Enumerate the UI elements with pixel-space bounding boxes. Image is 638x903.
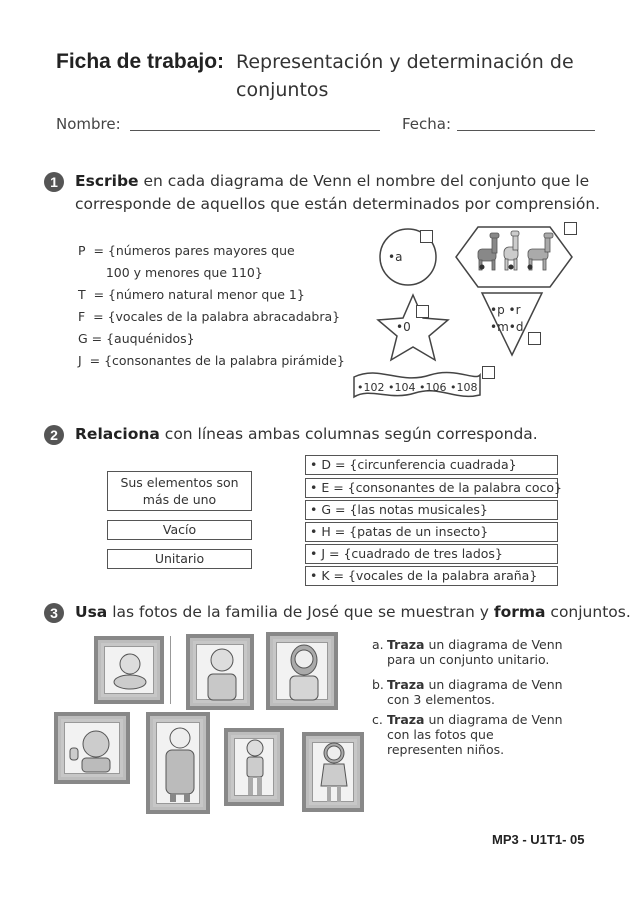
date-field[interactable] <box>457 130 595 131</box>
worksheet-label: Ficha de trabajo: <box>56 50 225 73</box>
triangle-element-label: m <box>497 320 509 334</box>
triangle-element-label: p <box>497 303 505 317</box>
task-a-verb: Traza <box>387 637 425 652</box>
right-option-h[interactable]: • H = {patas de un insecto} <box>305 522 558 542</box>
left-option-empty[interactable]: Vacío <box>107 520 252 540</box>
triangle-element-label: d <box>515 320 524 334</box>
question-1-badge <box>44 172 64 192</box>
boy-icon <box>240 738 270 800</box>
photo-grandmother[interactable] <box>146 712 210 814</box>
question-3-text2: conjuntos. <box>545 603 631 621</box>
task-b-letter: b. <box>372 677 384 692</box>
venn-star <box>378 295 448 360</box>
photo-father[interactable] <box>186 634 254 710</box>
triangle-answer-box[interactable] <box>528 332 541 345</box>
task-a-line1: un diagrama de Venn <box>424 637 563 652</box>
question-1-text: en cada diagrama de Venn el nombre del conjunto que le <box>138 172 590 190</box>
star-answer-box[interactable] <box>416 305 429 318</box>
question-2-instruction <box>75 423 538 446</box>
question-1-number: 1 <box>50 174 58 190</box>
set-definition: T = {número natural menor que 1} <box>78 287 305 302</box>
question-1-text-line2: corresponde de aquellos que están determinados por comprensión. <box>75 195 601 213</box>
question-3-badge <box>44 603 64 623</box>
right-option-d[interactable]: • D = {circunferencia cuadrada} <box>305 455 558 475</box>
venn-diagrams <box>340 215 590 400</box>
left-option-many[interactable] <box>107 471 252 511</box>
task-a <box>372 637 602 667</box>
grandfather-icon <box>68 724 118 774</box>
banner-element-label: 104 <box>394 381 416 394</box>
task-c-line3: representen niños. <box>387 742 505 757</box>
worksheet-title-line2: conjuntos <box>236 79 329 101</box>
name-field[interactable] <box>130 130 380 131</box>
left-option-many-line2: más de uno <box>142 492 217 507</box>
father-icon <box>200 644 244 702</box>
triangle-elements-row2: •m•d <box>490 320 524 334</box>
task-c-letter: c. <box>372 712 383 727</box>
star-element-label: 0 <box>403 320 411 334</box>
triangle-elements-row1: •p •r <box>490 303 521 317</box>
set-definition: J = {consonantes de la palabra pirámide} <box>78 353 345 368</box>
banner-element-label: 106 <box>425 381 447 394</box>
question-2-verb: Relaciona <box>75 425 160 443</box>
name-label: Nombre: <box>56 115 121 133</box>
task-c-line1: un diagrama de Venn <box>424 712 563 727</box>
photo-boy[interactable] <box>224 728 284 806</box>
left-option-many-line1: Sus elementos son <box>120 475 239 490</box>
left-option-unit[interactable]: Unitario <box>107 549 252 569</box>
girl-icon <box>318 742 350 806</box>
baby-icon <box>110 650 152 690</box>
task-c-verb: Traza <box>387 712 425 727</box>
star-element: •0 <box>396 320 411 334</box>
task-c-line2: con las fotos que <box>387 727 494 742</box>
task-b-line1: un diagrama de Venn <box>424 677 563 692</box>
photos-divider <box>170 636 171 704</box>
question-2-text: con líneas ambas columnas según corresponda. <box>159 425 538 443</box>
task-c <box>372 712 602 757</box>
triangle-element-label: r <box>515 303 521 317</box>
banner-answer-box[interactable] <box>482 366 495 379</box>
banner-element-label: 108 <box>456 381 478 394</box>
set-definitions <box>78 240 345 372</box>
grandmother-icon <box>160 724 200 806</box>
photo-baby[interactable] <box>94 636 164 704</box>
question-3-instruction <box>75 601 631 624</box>
circle-element-label: a <box>395 250 403 264</box>
question-1-verb: Escribe <box>75 172 139 190</box>
date-label: Fecha: <box>402 115 452 133</box>
question-1-instruction <box>75 170 615 216</box>
question-3-verb1: Usa <box>75 603 108 621</box>
right-option-j[interactable]: • J = {cuadrado de tres lados} <box>305 544 558 564</box>
question-2-number: 2 <box>50 427 58 443</box>
task-b-line2: con 3 elementos. <box>387 692 496 707</box>
question-3-text1: las fotos de la familia de José que se muestran y <box>107 603 494 621</box>
photo-grandfather[interactable] <box>54 712 130 784</box>
set-definition: F = {vocales de la palabra abracadabra} <box>78 309 341 324</box>
task-a-letter: a. <box>372 637 384 652</box>
set-definition: P = {números pares mayores que <box>78 243 295 258</box>
right-option-g[interactable]: • G = {las notas musicales} <box>305 500 558 520</box>
page-code: MP3 - U1T1- 05 <box>492 832 585 847</box>
task-a-line2: para un conjunto unitario. <box>387 652 550 667</box>
question-3-number: 3 <box>50 605 58 621</box>
photo-girl[interactable] <box>302 732 364 812</box>
photo-mother[interactable] <box>266 632 338 710</box>
hexagon-answer-box[interactable] <box>564 222 577 235</box>
circle-element: •a <box>388 250 403 264</box>
banner-element-label: 102 <box>363 381 385 394</box>
right-option-e[interactable]: • E = {consonantes de la palabra coco} <box>305 478 558 498</box>
worksheet-title-line1: Representación y determinación de <box>236 51 574 73</box>
set-definition: 100 y menores que 110} <box>78 265 263 280</box>
right-option-k[interactable]: • K = {vocales de la palabra araña} <box>305 566 558 586</box>
task-b <box>372 677 602 707</box>
set-definition: G = {auquénidos} <box>78 331 195 346</box>
question-2-badge <box>44 425 64 445</box>
banner-elements: •102 •104 •106 •108 <box>357 381 478 394</box>
circle-answer-box[interactable] <box>420 230 433 243</box>
question-3-verb2: forma <box>493 603 546 621</box>
mother-icon <box>282 642 326 702</box>
task-b-verb: Traza <box>387 677 425 692</box>
